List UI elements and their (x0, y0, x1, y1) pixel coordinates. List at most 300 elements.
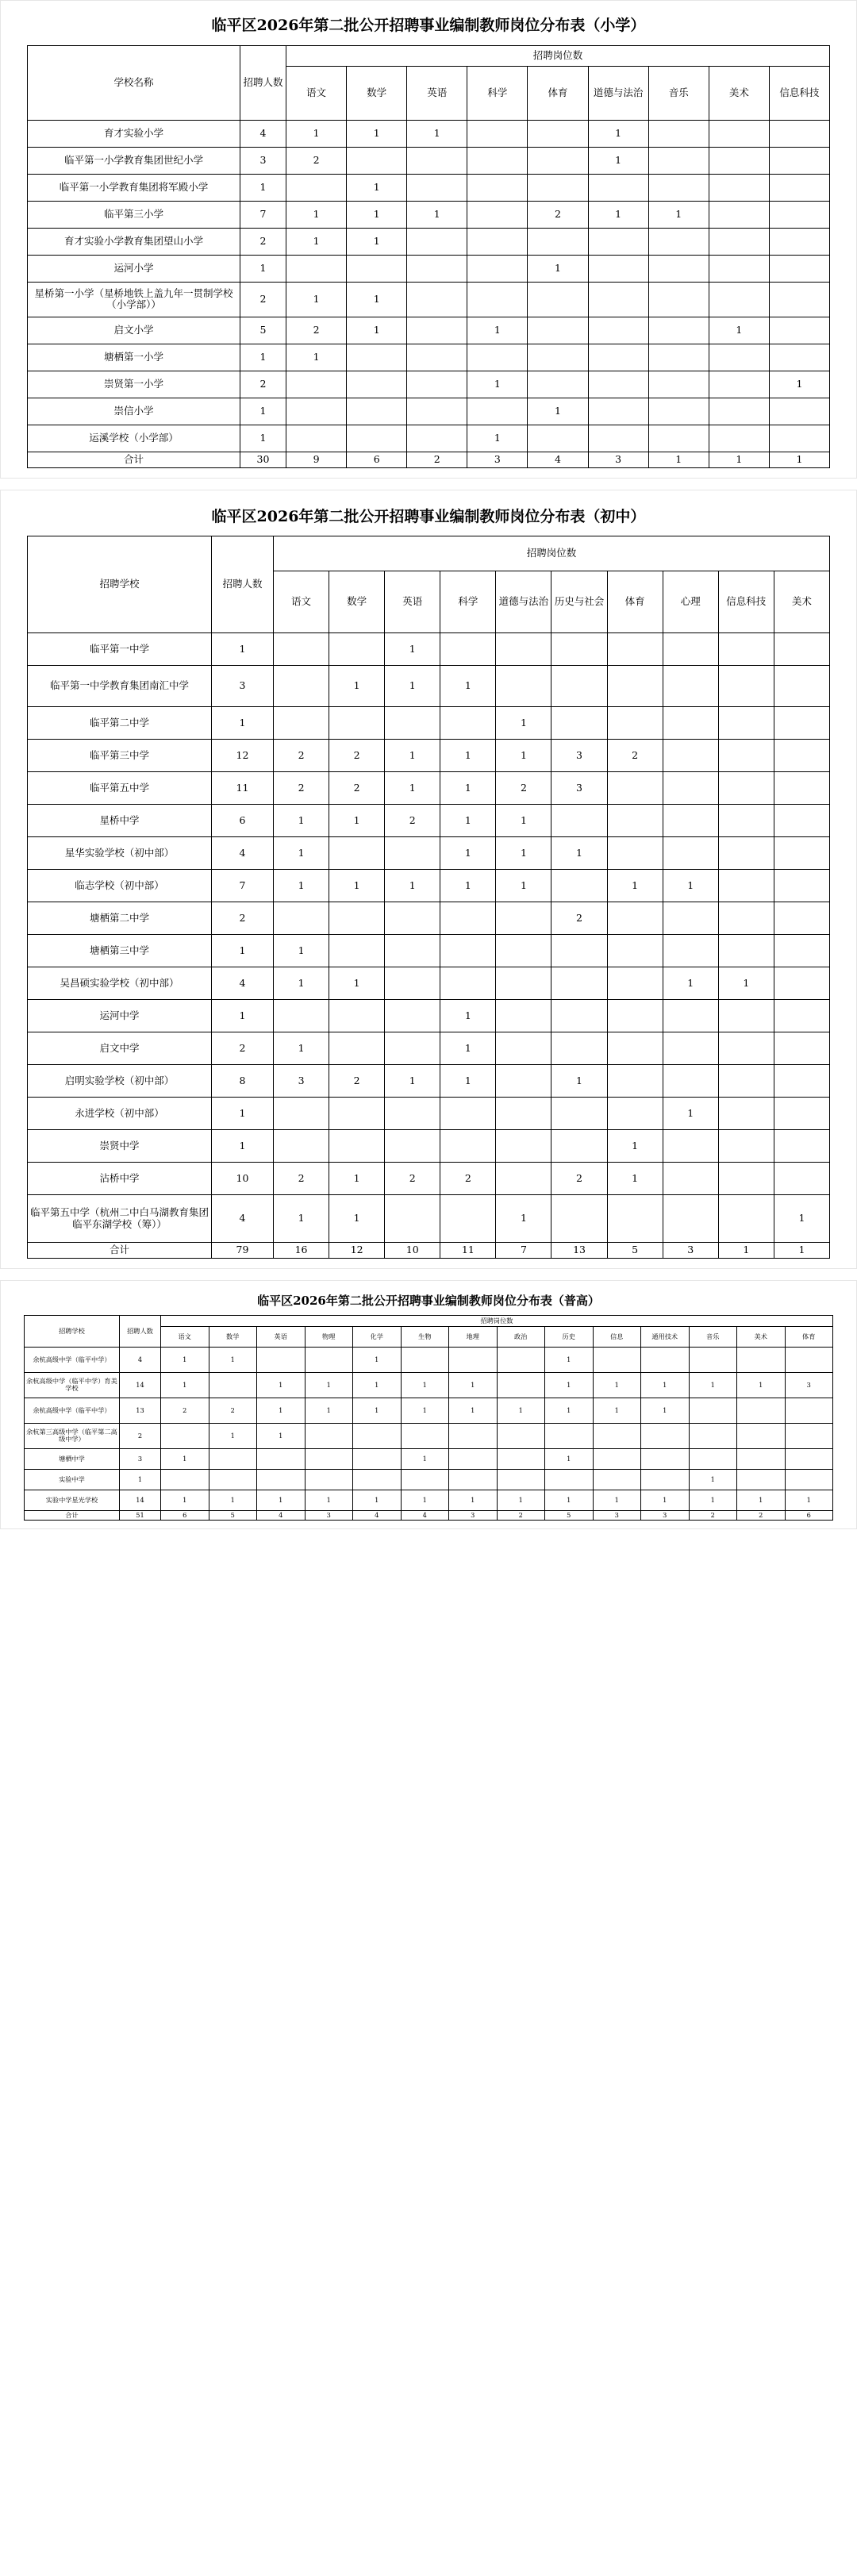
cell-subject-3 (385, 1032, 440, 1065)
junior-high-table-body (28, 633, 830, 1243)
cell-hire-count: 1 (212, 1130, 274, 1163)
cell-total-subject-14: 6 (785, 1510, 833, 1520)
cell-subject-3 (385, 837, 440, 870)
cell-subject-7 (607, 772, 663, 805)
table-row (28, 282, 830, 317)
cell-subject-12: 1 (689, 1490, 737, 1510)
header-subject-2: 数学 (209, 1326, 257, 1347)
cell-school-name: 临平第一中学 (28, 633, 212, 666)
cell-subject-9: 1 (545, 1372, 594, 1398)
cell-subject-6 (551, 967, 607, 1000)
cell-total-hire-count: 30 (240, 452, 286, 467)
cell-subject-3 (257, 1469, 306, 1490)
cell-subject-10 (774, 935, 829, 967)
table-row (28, 201, 830, 228)
table-row (28, 317, 830, 344)
cell-school-name: 临平第一小学教育集团将军殿小学 (28, 174, 240, 201)
cell-subject-14 (785, 1448, 833, 1469)
cell-subject-9 (769, 344, 829, 371)
cell-subject-4 (305, 1423, 353, 1448)
cell-subject-3: 1 (385, 870, 440, 902)
cell-subject-6: 2 (551, 902, 607, 935)
cell-subject-5 (353, 1469, 402, 1490)
cell-subject-7: 1 (449, 1490, 498, 1510)
cell-total-subject-3: 4 (257, 1510, 306, 1520)
cell-total-subject-1: 6 (161, 1510, 209, 1520)
cell-school-name: 临平第五中学（杭州二中白马湖教育集团临平东湖学校（筹）） (28, 1195, 212, 1243)
cell-hire-count: 4 (212, 837, 274, 870)
table-row (28, 870, 830, 902)
cell-subject-8 (663, 805, 718, 837)
cell-subject-10 (774, 805, 829, 837)
cell-subject-6: 1 (401, 1372, 449, 1398)
cell-subject-3: 1 (385, 740, 440, 772)
cell-subject-10 (593, 1469, 641, 1490)
cell-subject-7: 1 (449, 1372, 498, 1398)
cell-subject-1: 2 (274, 1163, 329, 1195)
cell-subject-6: 1 (401, 1490, 449, 1510)
table-row (25, 1347, 833, 1372)
header-subject-7: 音乐 (648, 66, 709, 120)
cell-subject-2 (347, 147, 407, 174)
cell-subject-4 (440, 1098, 496, 1130)
cell-subject-9: 1 (545, 1490, 594, 1510)
cell-total-subject-8: 1 (709, 452, 769, 467)
cell-total-subject-13: 2 (737, 1510, 786, 1520)
cell-subject-8 (663, 1000, 718, 1032)
header-subject-9: 信息科技 (718, 571, 774, 633)
cell-subject-8: 1 (497, 1398, 545, 1423)
cell-subject-9 (718, 1130, 774, 1163)
cell-subject-6 (588, 255, 648, 282)
cell-subject-6: 3 (551, 772, 607, 805)
table-row (28, 120, 830, 147)
cell-subject-5 (528, 425, 588, 452)
cell-subject-12 (689, 1423, 737, 1448)
cell-subject-14 (785, 1469, 833, 1490)
cell-subject-6 (588, 398, 648, 425)
header-hire-count: 招聘人数 (240, 45, 286, 120)
cell-subject-2: 1 (347, 174, 407, 201)
table-row (28, 935, 830, 967)
cell-subject-7 (648, 120, 709, 147)
cell-subject-7 (607, 837, 663, 870)
cell-hire-count: 2 (240, 228, 286, 255)
cell-subject-5 (496, 902, 551, 935)
cell-subject-10 (774, 633, 829, 666)
cell-subject-1: 1 (286, 228, 347, 255)
cell-subject-9 (718, 666, 774, 707)
cell-total-subject-8: 3 (663, 1243, 718, 1259)
cell-subject-9 (545, 1469, 594, 1490)
cell-subject-7 (648, 228, 709, 255)
cell-school-name: 余杭高级中学（临平中学） (25, 1347, 120, 1372)
cell-subject-7: 1 (607, 870, 663, 902)
cell-subject-5 (528, 344, 588, 371)
cell-subject-9 (769, 228, 829, 255)
cell-subject-11 (641, 1448, 690, 1469)
table-row (28, 666, 830, 707)
cell-subject-12: 1 (689, 1372, 737, 1398)
cell-subject-7 (648, 282, 709, 317)
cell-total-subject-1: 16 (274, 1243, 329, 1259)
table-row (28, 967, 830, 1000)
cell-hire-count: 4 (212, 967, 274, 1000)
header-school-name: 招聘学校 (25, 1315, 120, 1347)
cell-subject-5: 1 (528, 398, 588, 425)
cell-total-subject-9: 1 (718, 1243, 774, 1259)
table-row (28, 1163, 830, 1195)
cell-total-label: 合计 (25, 1510, 120, 1520)
cell-subject-2: 1 (209, 1423, 257, 1448)
cell-subject-10 (774, 837, 829, 870)
cell-subject-5 (496, 1000, 551, 1032)
cell-hire-count: 7 (240, 201, 286, 228)
cell-subject-6 (551, 1195, 607, 1243)
header-position-group: 招聘岗位数 (286, 45, 830, 66)
cell-subject-12 (689, 1448, 737, 1469)
senior-high-table (24, 1315, 833, 1521)
cell-school-name: 临平第一小学教育集团世纪小学 (28, 147, 240, 174)
cell-subject-8 (663, 772, 718, 805)
cell-subject-4 (467, 344, 528, 371)
cell-subject-6 (551, 935, 607, 967)
cell-total-subject-10: 1 (774, 1243, 829, 1259)
cell-hire-count: 12 (212, 740, 274, 772)
cell-subject-1 (274, 1000, 329, 1032)
cell-subject-7: 2 (607, 740, 663, 772)
cell-subject-7 (607, 707, 663, 740)
cell-subject-8 (663, 633, 718, 666)
cell-subject-10 (593, 1347, 641, 1372)
cell-subject-5 (496, 633, 551, 666)
cell-subject-6 (588, 317, 648, 344)
cell-subject-1 (161, 1469, 209, 1490)
cell-subject-1: 1 (161, 1372, 209, 1398)
cell-subject-8 (663, 935, 718, 967)
cell-subject-6 (551, 805, 607, 837)
cell-subject-9 (718, 902, 774, 935)
cell-subject-2 (347, 371, 407, 398)
cell-total-subject-5: 4 (528, 452, 588, 467)
table-row (25, 1469, 833, 1490)
cell-subject-1: 1 (274, 1032, 329, 1065)
primary-school-table-title: 临平区2026年第二批公开招聘事业编制教师岗位分布表（小学） (211, 17, 646, 34)
cell-subject-10: 1 (774, 1195, 829, 1243)
cell-subject-5 (353, 1423, 402, 1448)
cell-subject-1 (161, 1423, 209, 1448)
cell-subject-7 (648, 425, 709, 452)
cell-subject-8: 1 (663, 1098, 718, 1130)
cell-subject-14 (785, 1347, 833, 1372)
cell-subject-9 (718, 935, 774, 967)
cell-school-name: 启文小学 (28, 317, 240, 344)
cell-subject-5 (496, 935, 551, 967)
cell-subject-2 (329, 707, 385, 740)
cell-subject-7 (607, 1000, 663, 1032)
header-subject-9: 信息科技 (769, 66, 829, 120)
cell-subject-6: 2 (551, 1163, 607, 1195)
cell-subject-5: 1 (496, 805, 551, 837)
cell-subject-11 (641, 1423, 690, 1448)
cell-hire-count: 1 (212, 633, 274, 666)
primary-school-table-block (0, 0, 857, 479)
junior-high-table-block (0, 490, 857, 1270)
table-row (28, 805, 830, 837)
primary-school-table-total (28, 452, 830, 467)
cell-subject-2: 1 (347, 317, 407, 344)
cell-hire-count: 4 (212, 1195, 274, 1243)
cell-school-name: 实验中学星光学校 (25, 1490, 120, 1510)
cell-subject-2: 2 (329, 740, 385, 772)
cell-subject-5 (496, 1098, 551, 1130)
cell-subject-11: 1 (641, 1372, 690, 1398)
cell-subject-4: 1 (440, 870, 496, 902)
cell-subject-2 (347, 344, 407, 371)
cell-hire-count: 10 (212, 1163, 274, 1195)
cell-hire-count: 3 (212, 666, 274, 707)
table-row (25, 1398, 833, 1423)
cell-subject-4: 2 (440, 1163, 496, 1195)
cell-subject-1: 2 (286, 147, 347, 174)
table-row (28, 837, 830, 870)
cell-subject-6 (551, 1098, 607, 1130)
cell-subject-7 (607, 1195, 663, 1243)
cell-hire-count: 3 (120, 1448, 161, 1469)
cell-school-name: 临平第三中学 (28, 740, 212, 772)
cell-subject-13: 1 (737, 1490, 786, 1510)
cell-subject-5: 2 (496, 772, 551, 805)
cell-subject-4 (467, 147, 528, 174)
cell-hire-count: 1 (240, 425, 286, 452)
cell-subject-3 (407, 425, 467, 452)
cell-subject-4 (440, 1130, 496, 1163)
cell-school-name: 运河中学 (28, 1000, 212, 1032)
cell-subject-2 (209, 1372, 257, 1398)
header-subject-5: 道德与法治 (496, 571, 551, 633)
cell-subject-5 (496, 666, 551, 707)
cell-subject-7 (607, 633, 663, 666)
cell-subject-4 (467, 282, 528, 317)
cell-school-name: 吴昌硕实验学校（初中部） (28, 967, 212, 1000)
header-subject-8: 美术 (709, 66, 769, 120)
cell-subject-2: 1 (329, 967, 385, 1000)
cell-school-name: 永进学校（初中部） (28, 1098, 212, 1130)
header-subject-8: 政治 (497, 1326, 545, 1347)
cell-subject-5: 1 (496, 740, 551, 772)
cell-subject-4 (440, 935, 496, 967)
table-row (28, 344, 830, 371)
cell-total-subject-9: 5 (545, 1510, 594, 1520)
cell-school-name: 育才实验小学 (28, 120, 240, 147)
cell-subject-9 (769, 398, 829, 425)
cell-subject-2 (329, 935, 385, 967)
header-subject-7: 体育 (607, 571, 663, 633)
cell-subject-4: 1 (440, 666, 496, 707)
cell-subject-8 (709, 425, 769, 452)
cell-subject-6 (588, 371, 648, 398)
cell-subject-7 (648, 317, 709, 344)
cell-total-subject-12: 2 (689, 1510, 737, 1520)
cell-subject-1: 1 (286, 282, 347, 317)
cell-subject-6 (588, 228, 648, 255)
cell-subject-2 (329, 902, 385, 935)
cell-hire-count: 2 (240, 371, 286, 398)
cell-subject-9 (718, 633, 774, 666)
cell-subject-6: 1 (551, 837, 607, 870)
cell-subject-9 (769, 317, 829, 344)
cell-subject-1 (286, 255, 347, 282)
cell-hire-count: 8 (212, 1065, 274, 1098)
cell-subject-9 (718, 805, 774, 837)
cell-subject-5: 1 (528, 255, 588, 282)
cell-subject-9: 1 (545, 1347, 594, 1372)
table-row (28, 1032, 830, 1065)
cell-subject-4: 1 (440, 805, 496, 837)
cell-total-subject-11: 3 (641, 1510, 690, 1520)
cell-subject-2 (329, 1032, 385, 1065)
cell-subject-4 (440, 707, 496, 740)
cell-school-name: 临平第二中学 (28, 707, 212, 740)
cell-subject-2: 1 (329, 1195, 385, 1243)
cell-subject-7 (607, 805, 663, 837)
cell-subject-3 (385, 707, 440, 740)
junior-high-table-title: 临平区2026年第二批公开招聘事业编制教师岗位分布表（初中） (211, 507, 646, 525)
cell-subject-5: 1 (353, 1398, 402, 1423)
table-row (28, 174, 830, 201)
cell-subject-1: 1 (274, 935, 329, 967)
cell-subject-5: 1 (353, 1347, 402, 1372)
cell-subject-7: 1 (449, 1398, 498, 1423)
cell-subject-10 (774, 1163, 829, 1195)
cell-subject-5 (353, 1448, 402, 1469)
cell-subject-6 (588, 282, 648, 317)
cell-subject-5 (528, 317, 588, 344)
cell-subject-10: 1 (593, 1398, 641, 1423)
cell-total-subject-2: 12 (329, 1243, 385, 1259)
cell-subject-1: 1 (161, 1490, 209, 1510)
header-subject-12: 音乐 (689, 1326, 737, 1347)
cell-school-name: 塘栖第二中学 (28, 902, 212, 935)
cell-subject-7: 1 (607, 1163, 663, 1195)
cell-subject-1: 2 (161, 1398, 209, 1423)
header-subject-3: 英语 (407, 66, 467, 120)
cell-hire-count: 2 (120, 1423, 161, 1448)
table-row (28, 740, 830, 772)
primary-school-table-body (28, 120, 830, 452)
cell-subject-8 (663, 666, 718, 707)
cell-subject-9 (718, 1000, 774, 1032)
cell-subject-8 (663, 1163, 718, 1195)
cell-subject-10: 1 (593, 1490, 641, 1510)
cell-subject-2 (209, 1469, 257, 1490)
cell-subject-4: 1 (440, 740, 496, 772)
table-total-row (28, 452, 830, 467)
cell-hire-count: 1 (120, 1469, 161, 1490)
cell-subject-1 (274, 1098, 329, 1130)
cell-subject-4: 1 (467, 371, 528, 398)
cell-subject-8 (497, 1469, 545, 1490)
cell-subject-8 (709, 398, 769, 425)
cell-subject-3 (407, 317, 467, 344)
cell-subject-6: 1 (588, 201, 648, 228)
cell-subject-6: 1 (588, 120, 648, 147)
cell-subject-5: 1 (496, 707, 551, 740)
cell-subject-9 (769, 282, 829, 317)
cell-subject-7 (607, 935, 663, 967)
cell-total-subject-6: 4 (401, 1510, 449, 1520)
cell-subject-3 (385, 1000, 440, 1032)
header-subject-5: 化学 (353, 1326, 402, 1347)
table-row (28, 1195, 830, 1243)
table-row (28, 707, 830, 740)
cell-subject-1 (274, 902, 329, 935)
cell-subject-4 (467, 174, 528, 201)
cell-subject-5 (528, 147, 588, 174)
cell-subject-2: 1 (347, 282, 407, 317)
cell-subject-4 (305, 1469, 353, 1490)
cell-subject-7 (648, 371, 709, 398)
cell-subject-10 (774, 967, 829, 1000)
cell-subject-1 (286, 174, 347, 201)
cell-subject-6 (551, 1032, 607, 1065)
header-subject-10: 信息 (593, 1326, 641, 1347)
cell-subject-4: 1 (440, 837, 496, 870)
table-row (28, 633, 830, 666)
cell-total-subject-3: 10 (385, 1243, 440, 1259)
cell-subject-4 (467, 228, 528, 255)
cell-subject-7 (607, 1065, 663, 1098)
header-subject-14: 体育 (785, 1326, 833, 1347)
cell-hire-count: 14 (120, 1490, 161, 1510)
cell-hire-count: 1 (212, 935, 274, 967)
cell-subject-3: 1 (257, 1372, 306, 1398)
table-row (28, 228, 830, 255)
cell-school-name: 启文中学 (28, 1032, 212, 1065)
table-row (28, 1065, 830, 1098)
cell-subject-9 (718, 837, 774, 870)
cell-subject-1: 1 (274, 967, 329, 1000)
cell-subject-9 (718, 1098, 774, 1130)
cell-subject-4 (440, 633, 496, 666)
cell-school-name: 崇信小学 (28, 398, 240, 425)
cell-subject-3 (385, 935, 440, 967)
cell-subject-8 (497, 1423, 545, 1448)
header-school-name: 学校名称 (28, 45, 240, 120)
cell-subject-10: 1 (593, 1372, 641, 1398)
cell-subject-7: 1 (607, 1130, 663, 1163)
cell-subject-10 (774, 870, 829, 902)
cell-subject-9: 1 (718, 967, 774, 1000)
cell-subject-4 (467, 120, 528, 147)
cell-subject-8 (663, 707, 718, 740)
cell-subject-3: 2 (385, 1163, 440, 1195)
cell-subject-3 (407, 398, 467, 425)
cell-subject-3 (407, 371, 467, 398)
cell-school-name: 临平第三小学 (28, 201, 240, 228)
cell-subject-10 (593, 1423, 641, 1448)
cell-subject-14 (785, 1423, 833, 1448)
cell-total-subject-2: 5 (209, 1510, 257, 1520)
cell-subject-1: 1 (274, 870, 329, 902)
cell-hire-count: 2 (212, 1032, 274, 1065)
cell-subject-2: 1 (347, 201, 407, 228)
header-subject-10: 美术 (774, 571, 829, 633)
cell-subject-8: 1 (497, 1490, 545, 1510)
cell-subject-4 (305, 1347, 353, 1372)
cell-total-label: 合计 (28, 1243, 212, 1259)
cell-subject-8 (663, 1032, 718, 1065)
